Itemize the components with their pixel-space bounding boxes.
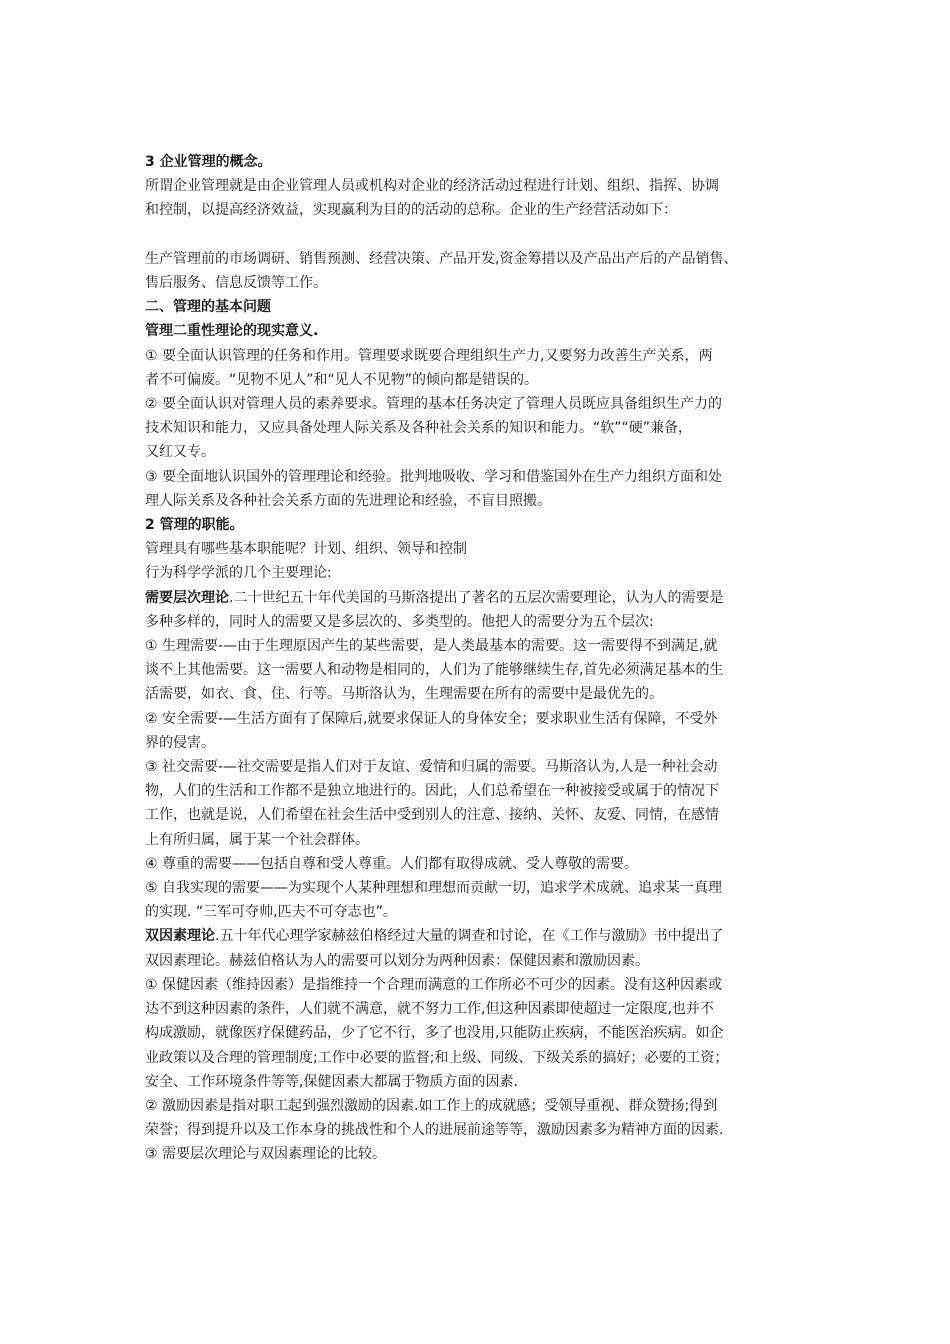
paragraph-line: 工作，也就是说，人们希望在社会生活中受到别人的注意、接纳、关怀、友爱、同情，在感情: [145, 807, 719, 824]
paragraph-line: 技术知识和能力，又应具备处理人际关系及各种社会关系的知识和能力。“软”“硬”兼备，: [145, 420, 693, 437]
paragraph-line: ① 保健因素（维持因素）是指维持一个合理而满意的工作所必不可少的因素。没有这种因素或: [145, 976, 722, 993]
paragraph-line: 安全、工作环境条件等等,保健因素大都属于物质方面的因素.: [145, 1073, 518, 1090]
paragraph-line: ④ 尊重的需要——包括自尊和受人尊重。人们都有取得成就、受人尊敬的需要。: [145, 855, 638, 872]
paragraph-line: ② 安全需要-—生活方面有了保障后,就要求保证人的身体安全；要求职业生活有保障，不受外: [145, 710, 718, 727]
section-heading: 3 企业管理的概念。: [145, 154, 272, 170]
paragraph-line: 界的侵害。: [145, 734, 215, 751]
paragraph-line: 业政策以及合理的管理制度;工作中必要的监督;和上级、同级、下级关系的搞好；必要的工资；: [145, 1049, 729, 1066]
paragraph-line: 者不可偏废。“见物不见人”和“见人不见物”的倾向都是错误的。: [145, 371, 539, 388]
paragraph-line: [145, 924, 825, 948]
paragraph-line: 多种多样的，同时人的需要又是多层次的、多类型的。他把人的需要分为五个层次:: [145, 613, 654, 630]
paragraph-line: 上有所归属，属于某一个社会群体。: [145, 831, 369, 848]
paragraph-line: 生产管理前的市场调研、销售预测、经营决策、产品开发,资金筹措以及产品出产后的产品销售、: [145, 250, 738, 267]
paragraph-line: 物，人们的生活和工作都不是独立地进行的。因此，人们总希望在一种被接受或属于的情况下: [145, 783, 719, 800]
paragraph-line: 又红又专。: [145, 444, 215, 461]
paragraph-line: 的实现. “三军可夺帅,匹夫不可夺志也”。: [145, 904, 397, 921]
paragraph-line: ① 生理需要-—由于生理原因产生的某些需要，是人类最基本的需要。这一需要得不到满足,就: [145, 638, 718, 655]
paragraph-line: ③ 社交需要-—社交需要是指人们对于友谊、爱情和归属的需要。马斯洛认为,人是一种社会动: [145, 759, 718, 776]
paragraph-line: 理人际关系及各种社会关系方面的先进理论和经验，不盲目照搬。: [145, 492, 551, 509]
paragraph-line: ② 激励因素是指对职工起到强烈激励的因素.如工作上的成就感；受领导重视、群众赞扬;得到: [145, 1097, 718, 1114]
paragraph-line: 达不到这种因素的条件，人们就不满意，就不努力工作,但这种因素即使超过一定限度,也并不: [145, 1001, 714, 1018]
paragraph-line: ⑤ 自我实现的需要——为实现个人某种理想和理想而贡献一切，追求学术成就、追求某一真理: [145, 880, 722, 897]
paragraph-line: 管理具有哪些基本职能呢？计划、组织、领导和控制: [145, 541, 467, 558]
paragraph-line: 和控制，以提高经济效益，实现赢利为目的的活动的总称。企业的生产经营活动如下：: [145, 202, 677, 219]
paragraph-line: [145, 586, 825, 610]
paragraph-line: 所谓企业管理就是由企业管理人员或机构对企业的经济活动过程进行计划、组织、指挥、协调: [145, 178, 719, 195]
paragraph-line: ① 要全面认识管理的任务和作用。管理要求既要合理组织生产力,又要努力改善生产关系，两: [145, 347, 713, 364]
paragraph-line: 谈不上其他需要。这一需要人和动物是相同的，人们为了能够继续生存,首先必须满足基本的生: [145, 662, 724, 679]
paragraph-line: 售后服务、信息反馈等工作。: [145, 275, 327, 291]
paragraph-line: 构成激励，就像医疗保健药品，少了它不行，多了也没用,只能防止疾病，不能医治疾病。如企: [145, 1025, 724, 1042]
paragraph-line: ③ 要全面地认识国外的管理理论和经验。批判地吸收、学习和借鉴国外在生产力组织方面和处: [145, 468, 722, 485]
line-text: .五十年代心理学家赫兹伯格经过大量的调查和讨论，在《工作与激励》书中提出了: [215, 928, 724, 945]
section-heading: 二、管理的基本问题: [145, 299, 271, 316]
section-heading: 2 管理的职能。: [145, 517, 244, 534]
blank-line: [145, 223, 825, 247]
paragraph-line: 行为科学学派的几个主要理论:: [145, 565, 332, 582]
paragraph-line: 活需要，如衣、食、住、行等。马斯洛认为，生理需要在所有的需要中是最优先的。: [145, 686, 663, 703]
paragraph-line: ② 要全面认识对管理人员的素养要求。管理的基本任务决定了管理人员既应具备组织生产力的: [145, 396, 722, 413]
theory-term: 需要层次理论: [145, 589, 229, 606]
line-text: .二十世纪五十年代美国的马斯洛提出了著名的五层次需要理论，认为人的需要是: [229, 589, 724, 606]
theory-term: 双因素理论: [145, 928, 215, 945]
paragraph-line: 双因素理论。赫兹伯格认为人的需要可以划分为两种因素：保健因素和激励因素。: [145, 952, 649, 969]
document-body: [145, 150, 825, 1167]
paragraph-line: 荣誉；得到提升以及工作本身的挑战性和个人的进展前途等等，激励因素多为精神方面的因素.: [145, 1122, 724, 1139]
section-heading: 管理二重性理论的现实意义.: [145, 323, 319, 340]
paragraph-line: ③ 需要层次理论与双因素理论的比较。: [145, 1146, 386, 1163]
